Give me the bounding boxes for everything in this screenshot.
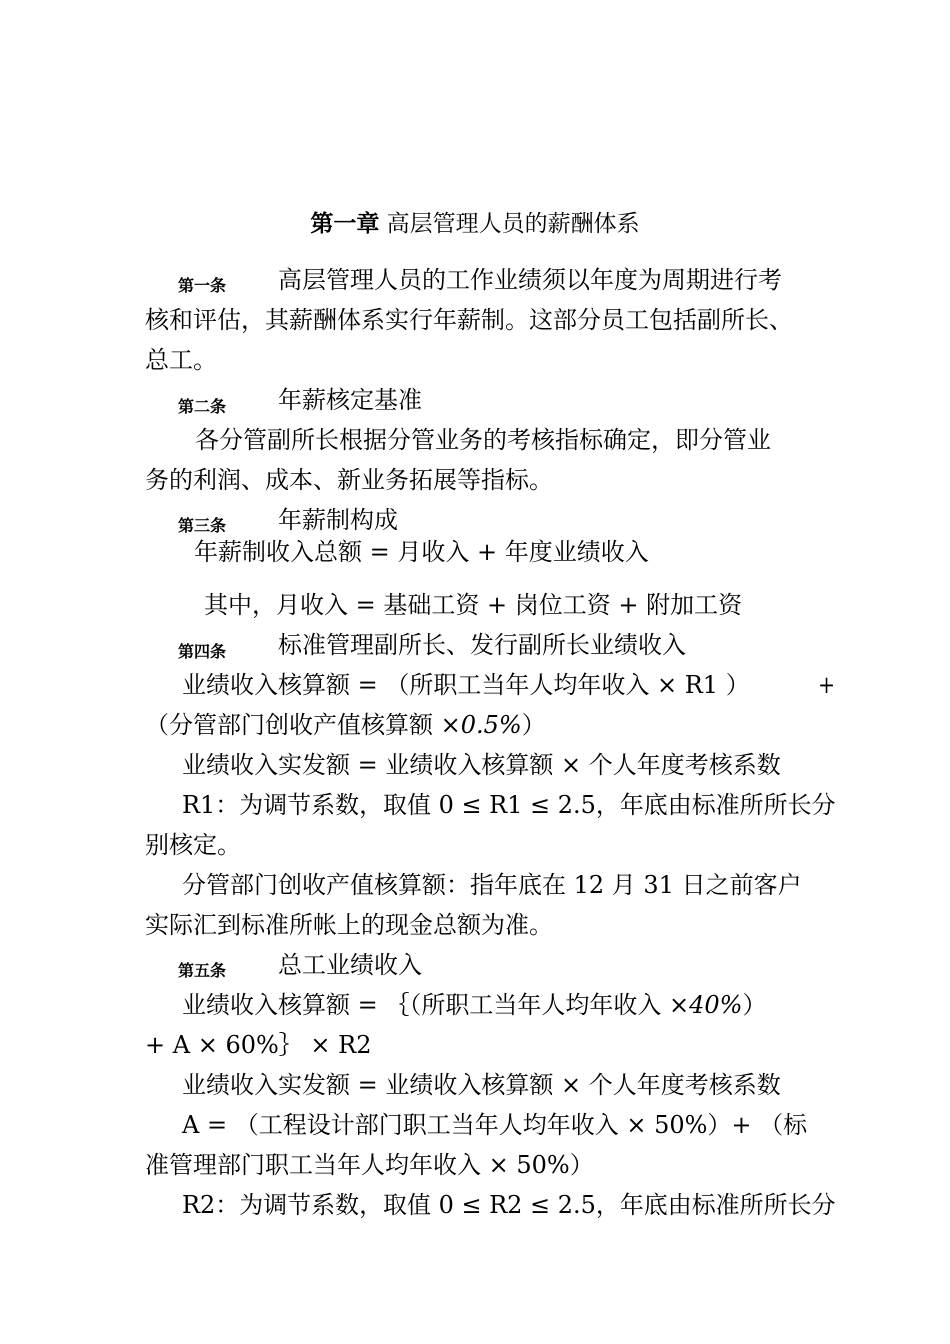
article-4-formula-1a: 业绩收入核算额 = （所职工当年人均年收入 × R1 ）: [182, 671, 750, 699]
article-3-heading: 年薪制构成: [278, 506, 398, 534]
article-3-formula-1: 年薪制收入总额 = 月收入 + 年度业绩收入: [194, 538, 649, 566]
article-5-formula-1a: [182, 990, 766, 1020]
article-2-heading: 年薪核定基准: [278, 386, 422, 414]
article-4-label: 第四条: [178, 642, 227, 661]
article-5-label: 第五条: [178, 961, 227, 980]
article-5-r2-line-1: R2：为调节系数，取值 0 ≤ R2 ≤ 2.5，年底由标准所所长分: [182, 1191, 836, 1219]
article-1-line-3: 总工。: [145, 346, 217, 374]
article-4-formula-1b: [145, 710, 546, 740]
article-4-formula-1-plus: +: [818, 671, 836, 699]
article-5-a-line-1: A = （工程设计部门职工当年人均年收入 × 50%）+ （标: [182, 1111, 808, 1139]
article-4-heading: 标准管理副所长、发行副所长业绩收入: [278, 631, 686, 659]
article-4-definition-line-1: 分管部门创收产值核算额：指年底在 12 月 31 日之前客户: [182, 871, 802, 899]
article-5-formula-2: 业绩收入实发额 = 业绩收入核算额 × 个人年度考核系数: [182, 1071, 781, 1099]
article-5-a-line-2: 准管理部门职工当年人均年收入 × 50%）: [145, 1151, 594, 1179]
article-4-rate: 0.5%: [460, 711, 522, 739]
article-4-r1-line-1: R1：为调节系数，取值 0 ≤ R1 ≤ 2.5，年底由标准所所长分: [182, 791, 836, 819]
article-3-label: 第三条: [178, 516, 227, 535]
article-4-r1-line-2: 别核定。: [145, 831, 241, 859]
article-1-line-2: 核和评估，其薪酬体系实行年薪制。这部分员工包括副所长、: [145, 306, 793, 334]
chapter-title: [0, 205, 950, 238]
article-2-label: 第二条: [178, 397, 227, 416]
article-2-line-1: 各分管副所长根据分管业务的考核指标确定，即分管业: [195, 426, 771, 454]
article-4-definition-line-2: 实际汇到标准所帐上的现金总额为准。: [145, 911, 553, 939]
article-2-line-2: 务的利润、成本、新业务拓展等指标。: [145, 466, 553, 494]
article-5-formula-1a-text: 业绩收入核算额 = ｛（所职工当年人均年收入 ×: [182, 991, 690, 1019]
article-5-rate: 40%: [689, 991, 743, 1019]
article-3-formula-2: 其中，月收入 = 基础工资 + 岗位工资 + 附加工资: [204, 591, 743, 619]
article-5-formula-1b: + A × 60%｝ × R2: [145, 1031, 372, 1059]
article-1-line-1: 高层管理人员的工作业绩须以年度为周期进行考: [278, 266, 782, 294]
article-4-formula-1b-text: （分管部门创收产值核算额 ×: [145, 711, 461, 739]
article-5-heading: 总工业绩收入: [278, 951, 422, 979]
chapter-heading: 高层管理人员的薪酬体系: [386, 211, 640, 237]
article-1-label: 第一条: [178, 276, 227, 295]
article-4-formula-2: 业绩收入实发额 = 业绩收入核算额 × 个人年度考核系数: [182, 751, 781, 779]
article-4-close-paren: ）: [521, 711, 546, 739]
article-5-close-paren: ）: [742, 991, 767, 1019]
chapter-label: 第一章: [310, 211, 380, 237]
